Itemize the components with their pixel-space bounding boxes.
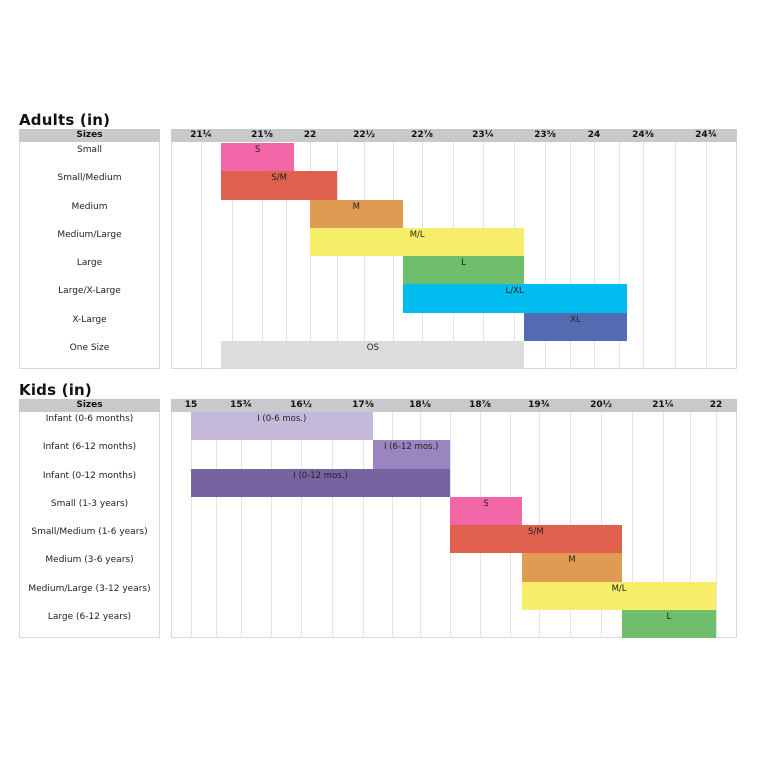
size-bar-label: S/M xyxy=(528,527,544,537)
size-bar-label: OS xyxy=(366,342,379,353)
tick-label: 23¼ xyxy=(472,130,494,140)
size-bar-label: L/XL xyxy=(505,286,524,297)
sizes-header: Sizes xyxy=(19,399,160,412)
grid-line xyxy=(241,412,242,638)
size-bar-label: S xyxy=(254,145,261,155)
tick-label: 21¼ xyxy=(190,130,212,140)
grid-line xyxy=(643,142,644,369)
size-row-label: Small/Medium xyxy=(57,173,122,184)
sizes-column xyxy=(19,399,160,638)
grid-line xyxy=(332,412,333,638)
size-row-label: X-Large xyxy=(72,314,107,325)
grid-line xyxy=(301,412,302,638)
size-row-label: Small xyxy=(77,145,102,155)
size-bar-label: XL xyxy=(570,314,581,325)
grid-line xyxy=(271,412,272,638)
tick-label: 24 xyxy=(587,130,601,140)
tick-label: 22 xyxy=(303,130,317,140)
size-row-label: Large (6-12 years) xyxy=(47,611,132,622)
grid-line xyxy=(201,142,202,369)
size-bar-label: I (6-12 mos.) xyxy=(384,442,439,453)
tick-label: 18⅛ xyxy=(409,400,431,410)
size-bar-label: M/L xyxy=(611,583,627,594)
tick-label: 22⅞ xyxy=(411,130,433,140)
grid-line xyxy=(675,142,676,369)
tick-label: 20½ xyxy=(590,400,612,410)
tick-label: 15¾ xyxy=(230,400,252,410)
grid-line xyxy=(216,412,217,638)
size-row-label: Large xyxy=(76,258,103,268)
tick-label: 24⅜ xyxy=(632,130,654,140)
size-bar-label: M xyxy=(568,555,576,566)
size-row-label: Medium/Large xyxy=(57,229,122,240)
sizes-column xyxy=(19,129,160,369)
tick-label: 19¾ xyxy=(528,400,550,410)
size-bar-label: I (0-6 mos.) xyxy=(257,414,307,424)
size-bar-label: L xyxy=(461,258,466,268)
size-bar-label: S xyxy=(483,498,489,509)
size-row-label: Medium xyxy=(71,201,108,212)
size-row-label: Large/X-Large xyxy=(58,286,121,297)
size-row-label: Small (1-3 years) xyxy=(50,498,129,509)
size-row-label: Medium (3-6 years) xyxy=(45,555,134,566)
tick-label: 15 xyxy=(184,400,198,410)
tick-label: 22 xyxy=(709,400,723,410)
adults-title: Adults (in) xyxy=(19,111,111,129)
sizes-header: Sizes xyxy=(19,129,160,142)
size-bar-label: S/M xyxy=(271,173,287,184)
size-row-label: Infant (6-12 months) xyxy=(42,442,137,453)
size-row-label: Medium/Large (3-12 years) xyxy=(28,583,151,594)
grid-line xyxy=(706,142,707,369)
grid-line xyxy=(716,412,717,638)
size-bar-label: M/L xyxy=(409,229,425,240)
size-bar-label: I (0-12 mos.) xyxy=(293,470,348,481)
tick-label: 17⅜ xyxy=(352,400,374,410)
size-bar-label: M xyxy=(352,201,360,212)
size-row-label: One Size xyxy=(69,342,110,353)
size-row-label: Small/Medium (1-6 years) xyxy=(31,527,148,537)
grid-line xyxy=(363,412,364,638)
kids-title: Kids (in) xyxy=(19,381,92,399)
tick-label: 23⅝ xyxy=(534,130,556,140)
size-bar-label: L xyxy=(666,611,672,622)
size-row-label: Infant (0-6 months) xyxy=(45,414,134,424)
grid-line xyxy=(191,412,192,638)
size-row-label: Infant (0-12 months) xyxy=(42,470,137,481)
tick-label: 21⅝ xyxy=(251,130,273,140)
tick-label: 22½ xyxy=(353,130,375,140)
tick-label: 24¾ xyxy=(695,130,717,140)
tick-label: 21¼ xyxy=(652,400,674,410)
tick-label: 18⅞ xyxy=(469,400,491,410)
tick-label: 16½ xyxy=(290,400,312,410)
